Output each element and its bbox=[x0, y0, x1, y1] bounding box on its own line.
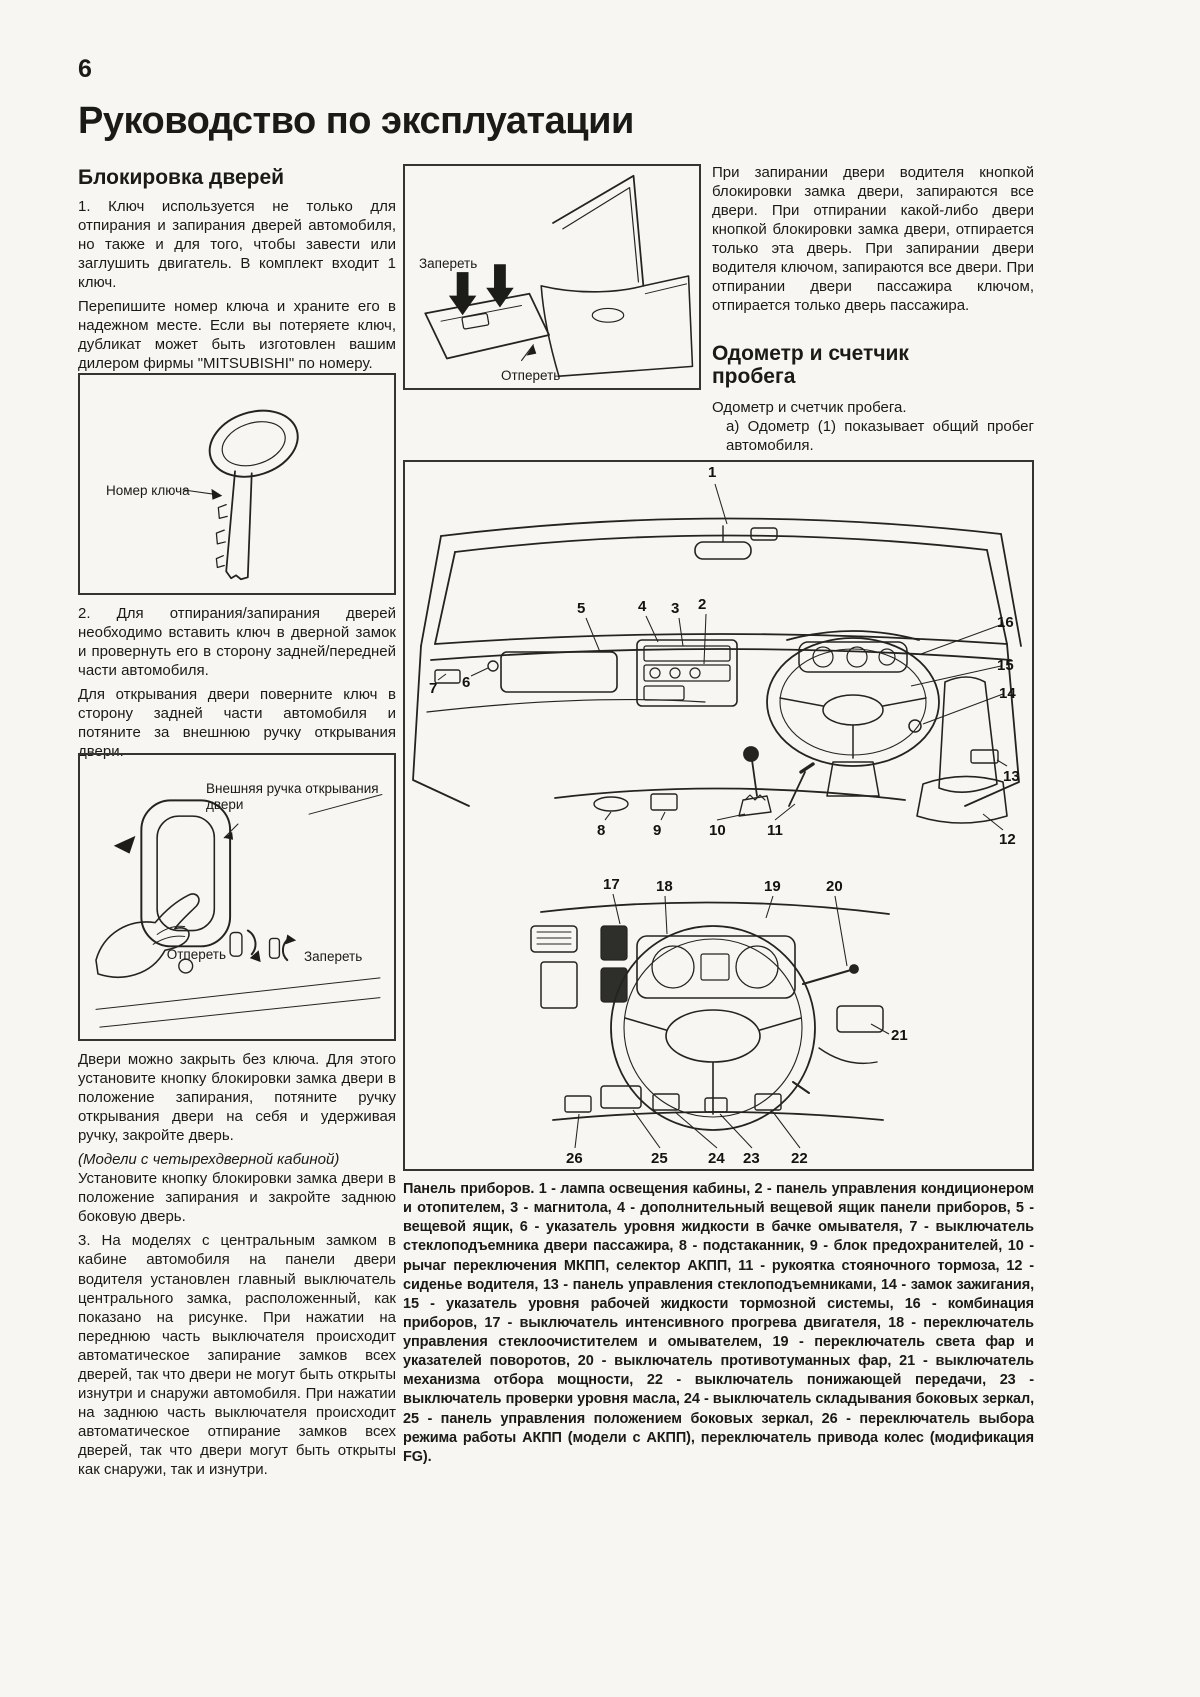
paragraph: Перепишите номер ключа и храните его в надежном месте. Если вы потеряете ключ, дубликат может быть изготовлен вашим дилером фирмы "MITSUBISHI" по номеру. bbox=[78, 298, 396, 373]
interior-figures-box bbox=[403, 460, 1034, 1171]
callout-5: 5 bbox=[577, 600, 586, 617]
paragraph: При запирании двери водителя кнопкой блокировки замка двери, запираются все двери. При отпирании какой-либо двери кнопкой блокировки замка двери, отпирается только эта дверь. При запирании двери водителя ключом, запираются все двери. При отпирании двери пассажира ключом, отпирается только дверь пассажира. bbox=[712, 164, 1034, 315]
figure-caption: Панель приборов. 1 - лампа освещения кабины, 2 - панель управления кондиционером и отопителем, 3 - магнитола, 4 - дополнительный вещевой ящик панели приборов, 5 - вещевой ящик, 6 - указатель уровня жидкости в бачке омывателя, 7 - выключатель стеклоподъемника двери пассажира, 8 - подстаканник, 9 - блок предохранителей, 10 - рычаг переключения МКПП, селектор АКПП, 11 - рукоятка стояночного тормоза, 12 - сиденье водителя, 13 - панель управления стеклоподъемниками, 14 - замок зажигания, 15 - указатель уровня рабочей жидкости тормозной системы, 16 - комбинация приборов, 17 - выключатель интенсивного прогрева двигателя, 18 - переключатель управления стеклоочистителем и омывателем, 19 - переключатель света фар и указателей поворотов, 20 - выключатель противотуманных фар, 21 - выключатель механизма отбора мощности, 22 - выключатель понижающей передачи, 23 - выключатель проверки уровня масла, 24 - выключатель складывания боковых зеркал, 25 - панель управления положением боковых зеркал, 26 - переключатель выбора режима работы АКПП (модели с АКПП), переключатель привода колес (модификация FG). bbox=[403, 1181, 1034, 1465]
page-number: 6 bbox=[78, 55, 92, 83]
right-column-block-2 bbox=[712, 398, 1034, 460]
callout-10: 10 bbox=[709, 822, 726, 839]
right-column-block-1 bbox=[712, 163, 1034, 320]
callout-16: 16 bbox=[997, 614, 1014, 631]
callout-2: 2 bbox=[698, 596, 707, 613]
callout-26: 26 bbox=[566, 1150, 583, 1167]
page-title: Руководство по эксплуатации bbox=[78, 100, 634, 142]
callout-20: 20 bbox=[826, 878, 843, 895]
callout-23: 23 bbox=[743, 1150, 760, 1167]
paragraph: 2. Для отпирания/запирания дверей необходимо вставить ключ в дверной замок и провернуть его в сторону задней/передней части автомобиля. bbox=[78, 605, 396, 680]
paragraph: Для открывания двери поверните ключ в сторону задней части автомобиля и потяните за внешнюю ручку открывания двери. bbox=[78, 686, 396, 761]
paragraph: 3. На моделях с центральным замком в кабине автомобиля на панели двери водителя установлен главный выключатель центрального замка, расположенный, как показано на рисунке. При нажатии на переднюю часть выключателя происходит автоматическое запирание замков всех дверей, так что двери не могут быть открыты изнутри и снаружи автомобиля. При нажатии на заднюю часть выключателя происходит автоматическое отпирание замков всех дверей, так что двери могут быть открыты как снаружи, так и изнутри. bbox=[78, 1232, 396, 1478]
callout-11: 11 bbox=[767, 822, 783, 839]
callout-17: 17 bbox=[603, 876, 620, 893]
paragraph: Установите кнопку блокировки замка двери в положение запирания и закройте заднюю боковую дверь. bbox=[78, 1170, 396, 1226]
callout-9: 9 bbox=[653, 822, 662, 839]
handle-unlock-label: Отпереть bbox=[166, 947, 226, 962]
door-lock-switch-figure bbox=[403, 164, 701, 390]
outer-handle-label: Внешняя ручка открывания двери bbox=[206, 781, 379, 813]
section-heading-odometer: Одометр и счетчик пробега bbox=[712, 342, 909, 389]
left-column-block-2 bbox=[78, 604, 396, 766]
callout-22: 22 bbox=[791, 1150, 808, 1167]
callout-19: 19 bbox=[764, 878, 781, 895]
switch-lock-label: Запереть bbox=[419, 256, 478, 271]
callout-3: 3 bbox=[671, 600, 680, 617]
callout-6: 6 bbox=[462, 674, 471, 691]
switch-unlock-label: Отпереть bbox=[501, 368, 561, 383]
paragraph: 1. Ключ используется не только для отпирания и запирания дверей автомобиля, но также и для того, чтобы завести или заглушить двигатель. В комплект входит 1 ключ. bbox=[78, 198, 396, 292]
door-lock-switch-illustration bbox=[405, 166, 699, 388]
callout-7: 7 bbox=[429, 680, 438, 697]
callout-8: 8 bbox=[597, 822, 606, 839]
handle-lock-label: Запереть bbox=[304, 949, 363, 964]
paragraph: Двери можно закрыть без ключа. Для этого установите кнопку блокировки замка двери в положение запирания, потяните ручку открывания двери на себя и удерживая ручку, закройте дверь. bbox=[78, 1051, 396, 1145]
paragraph: а) Одометр (1) показывает общий пробег автомобиля. bbox=[726, 418, 1034, 455]
section-heading-door-locking: Блокировка дверей bbox=[78, 166, 285, 189]
callout-4: 4 bbox=[638, 598, 647, 615]
steering-figure bbox=[405, 866, 1036, 1170]
paragraph: Одометр и счетчик пробега. bbox=[712, 399, 907, 416]
key-figure bbox=[78, 373, 396, 595]
dashboard-illustration bbox=[405, 462, 1036, 865]
callout-21: 21 bbox=[891, 1027, 908, 1044]
steering-illustration bbox=[405, 866, 1036, 1170]
left-column-block-1 bbox=[78, 166, 396, 379]
callout-24: 24 bbox=[708, 1150, 725, 1167]
callout-25: 25 bbox=[651, 1150, 668, 1167]
left-column-block-3 bbox=[78, 1050, 396, 1484]
callout-18: 18 bbox=[656, 878, 673, 895]
door-handle-figure bbox=[78, 753, 396, 1041]
key-number-label: Номер ключа bbox=[106, 483, 190, 498]
callout-13: 13 bbox=[1003, 768, 1020, 785]
callout-1: 1 bbox=[708, 464, 717, 481]
dashboard-figure bbox=[405, 462, 1036, 865]
callout-14: 14 bbox=[999, 685, 1016, 702]
callout-12: 12 bbox=[999, 831, 1016, 848]
callout-15: 15 bbox=[997, 657, 1014, 674]
paragraph-italic: (Модели с четырехдверной кабиной) bbox=[78, 1151, 340, 1169]
